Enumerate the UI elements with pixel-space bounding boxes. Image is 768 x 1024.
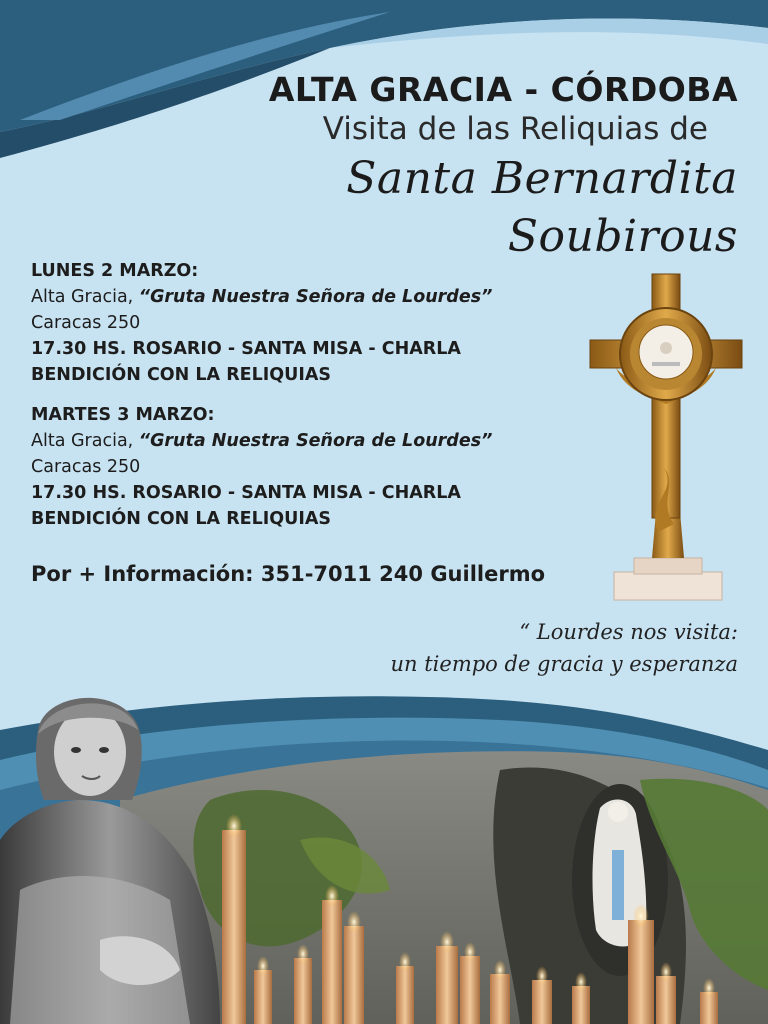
header-saint-name: Santa Bernardita Soubirous	[346, 153, 738, 262]
place-prefix: Alta Gracia,	[31, 287, 139, 307]
event-line-2: BENDICIÓN CON LA RELIQUIAS	[31, 365, 332, 385]
event-line-1: 17.30 HS. ROSARIO - SANTA MISA - CHARLA	[31, 483, 461, 503]
header-visit: Visita de las Reliquias de	[322, 111, 708, 147]
address: Caracas 250	[31, 313, 141, 333]
place-name: “Gruta Nuestra Señora de Lourdes”	[138, 287, 493, 307]
contact-info: Por + Información: 351-7011 240 Guillermo	[31, 562, 546, 586]
event-line-2: BENDICIÓN CON LA RELIQUIAS	[31, 509, 332, 529]
grotto-scene	[0, 690, 768, 1024]
quote-line-1: “ Lourdes nos visita:	[519, 620, 738, 644]
header-city: ALTA GRACIA - CÓRDOBA	[268, 70, 738, 109]
place-line	[31, 284, 591, 310]
event-line-1: 17.30 HS. ROSARIO - SANTA MISA - CHARLA	[31, 339, 461, 359]
day-title: MARTES 3 MARZO:	[31, 405, 215, 425]
place-line	[31, 428, 591, 454]
reliquary-cross-icon	[586, 272, 746, 604]
schedule-day-2	[31, 402, 591, 532]
schedule	[31, 258, 591, 546]
place-name: “Gruta Nuestra Señora de Lourdes”	[138, 431, 493, 451]
schedule-day-1	[31, 258, 591, 388]
quote	[378, 616, 738, 680]
quote-line-2: un tiempo de gracia y esperanza	[390, 652, 738, 676]
address: Caracas 250	[31, 457, 141, 477]
header	[138, 70, 738, 266]
day-title: LUNES 2 MARZO:	[31, 261, 199, 281]
place-prefix: Alta Gracia,	[31, 431, 139, 451]
